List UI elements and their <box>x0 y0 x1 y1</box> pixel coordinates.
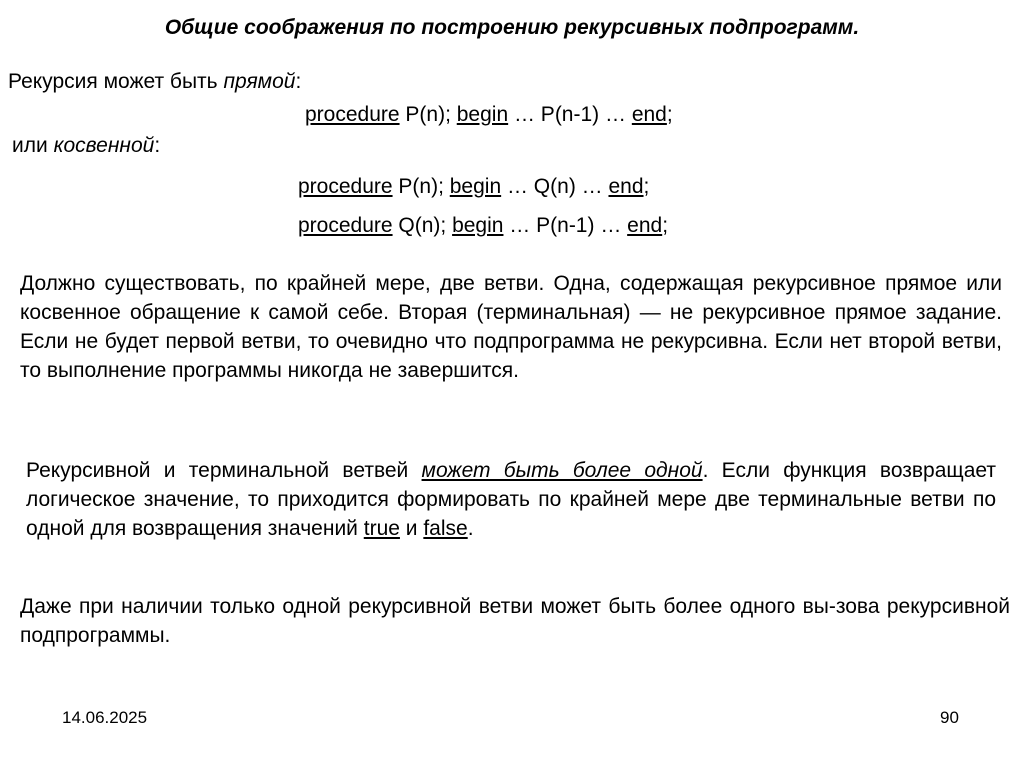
value-false: false <box>423 517 468 540</box>
code-keyword-begin: begin <box>456 103 509 126</box>
paragraph2-text: Рекурсивной и терминальной ветвей <box>26 459 422 482</box>
code-keyword-procedure: procedure <box>298 214 393 237</box>
code-keyword-procedure: procedure <box>298 175 393 198</box>
paragraph2-period: . <box>467 517 474 540</box>
code-semicolon: ; <box>666 103 673 126</box>
indirect-suffix: : <box>154 134 161 157</box>
direct-prefix: Рекурсия может быть <box>8 70 224 93</box>
code-keyword-end: end <box>627 214 663 237</box>
code-signature: Q(n); <box>392 214 453 237</box>
code-keyword-end: end <box>631 103 667 126</box>
slide-title: Общие соображения по построению рекурсивных подпрограмм. <box>164 16 860 39</box>
code-semicolon: ; <box>662 214 669 237</box>
page-number: 90 <box>940 708 959 727</box>
footer-date: 14.06.2025 <box>62 708 148 727</box>
code-body: … Q(n) … <box>501 175 609 198</box>
code-line <box>298 214 668 238</box>
paragraph2-text: . Если функция возвращает логическое значение, то приходится формировать по крайней мере две терминальные ветви по одной для возвращения значений <box>26 459 996 540</box>
direct-recursion-label <box>8 68 301 96</box>
code-body: … P(n-1) … <box>503 214 628 237</box>
indirect-prefix: или <box>12 134 54 157</box>
code-keyword-begin: begin <box>449 175 502 198</box>
paragraph-single-branch: Даже при наличии только одной рекурсивной ветви может быть более одного вы-зова рекурсивной подпрограммы. <box>20 595 1010 647</box>
paragraph-multiple-branches <box>26 456 996 543</box>
code-signature: P(n); <box>399 103 457 126</box>
paragraph-branches: Должно существовать, по крайней мере, две ветви. Одна, содержащая рекурсивное прямое или косвенное обращение к самой себе. Вторая (терминальная) — не рекурсивное прямое задание. Если не будет первой ветви, то очевидно что подпрограмма не рекурсивна. Если нет второй ветви, то выполнение программы никогда не завершится. <box>20 272 1002 382</box>
code-keyword-procedure: procedure <box>305 103 400 126</box>
direct-suffix: : <box>295 70 302 93</box>
paragraph2-emphasis: может быть более одной <box>421 459 703 482</box>
code-line <box>298 175 649 199</box>
code-signature: P(n); <box>392 175 450 198</box>
code-keyword-begin: begin <box>452 214 504 237</box>
code-body: … P(n-1) … <box>508 103 632 126</box>
code-semicolon: ; <box>643 175 650 198</box>
value-true: true <box>363 517 400 540</box>
direct-emphasis: прямой <box>223 70 296 93</box>
indirect-emphasis: косвенной <box>53 134 155 157</box>
indirect-recursion-label <box>12 132 160 160</box>
code-keyword-end: end <box>608 175 644 198</box>
code-line <box>305 103 673 127</box>
paragraph2-conjunction: и <box>399 517 424 540</box>
